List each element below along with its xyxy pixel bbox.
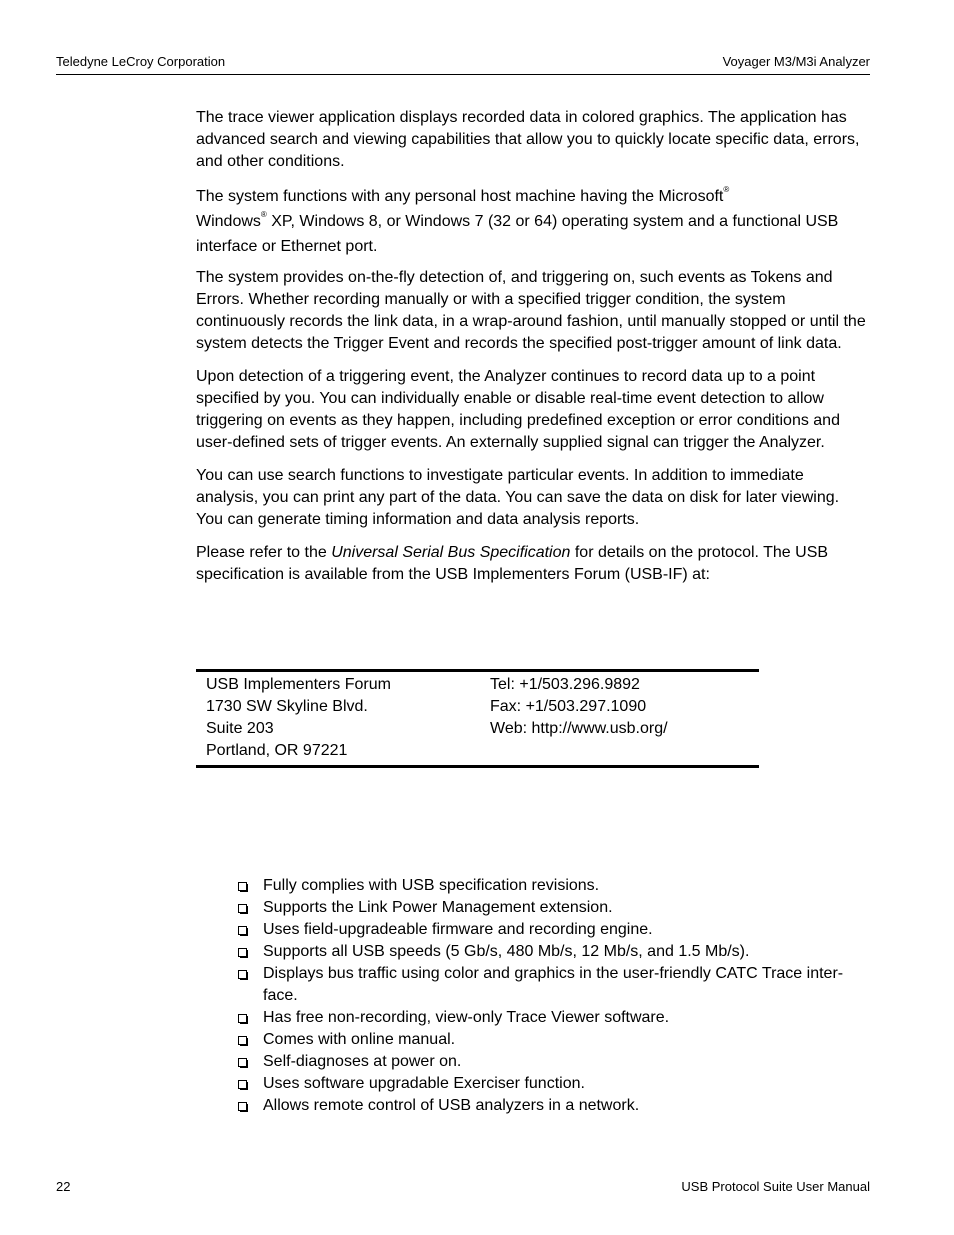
address-line: Suite 203 xyxy=(206,720,274,737)
feature-text: Supports the Link Power Management extension. xyxy=(263,899,613,916)
p2-part-a: The system functions with any personal host machine having the Microsoft xyxy=(196,188,724,205)
feature-text: Comes with online manual. xyxy=(263,1031,456,1048)
spec-title: Universal Serial Bus Specification xyxy=(331,544,571,561)
list-item xyxy=(236,897,876,919)
footer-manual-title: USB Protocol Suite User Manual xyxy=(681,1179,870,1194)
address-line: Portland, OR 97221 xyxy=(206,742,348,759)
paragraph-trigger-event: Upon detection of a triggering event, the Analyzer continues to record data up to a point specified by you. You can individually enable or disable real-time event detection to allow triggering on events as they happen, including predefined exception or error conditions and user-defined sets of trigger events. An externally supplied signal can trigger the Analyzer. xyxy=(196,368,840,451)
paragraph-system-requirements xyxy=(196,184,870,259)
body-text xyxy=(196,107,870,597)
checkbox-bullet-icon xyxy=(238,1102,247,1111)
feature-text: Allows remote control of USB analyzers in a network. xyxy=(263,1097,640,1114)
usb-if-contact-table xyxy=(196,669,759,768)
list-item xyxy=(236,1095,876,1117)
feature-text: Has free non-recording, view-only Trace Viewer software. xyxy=(263,1009,670,1026)
list-item xyxy=(236,919,876,941)
header-product: Voyager M3/M3i Analyzer xyxy=(722,54,870,69)
page-number: 22 xyxy=(56,1179,71,1194)
feature-text: Self-diagnoses at power on. xyxy=(263,1053,462,1070)
feature-text: Displays bus traffic using color and graphics in the user-friendly CATC Trace inter-face. xyxy=(263,965,844,1004)
checkbox-bullet-icon xyxy=(238,926,247,935)
list-item xyxy=(236,963,876,1007)
checkbox-bullet-icon xyxy=(238,948,247,957)
page-footer xyxy=(56,1177,870,1197)
list-item xyxy=(236,1029,876,1051)
list-item xyxy=(236,941,876,963)
feature-text: Supports all USB speeds (5 Gb/s, 480 Mb/s, 12 Mb/s, and 1.5 Mb/s). xyxy=(263,943,750,960)
p6-part-b: for details on the protocol. The USB specification is available from the USB Implementers Forum (USB-IF) at: xyxy=(196,544,829,583)
web-line: Web: http://www.usb.org/ xyxy=(490,720,668,737)
registered-mark: ® xyxy=(260,210,267,219)
list-item xyxy=(236,1051,876,1073)
phone-line: Tel: +1/503.296.9892 xyxy=(490,676,640,693)
paragraph-trace-viewer: The trace viewer application displays recorded data in colored graphics. The application has advanced search and viewing capabilities that allow you to quickly locate specific data, errors, and other conditions. xyxy=(196,109,860,170)
list-item xyxy=(236,1073,876,1095)
p2-part-b: Windows xyxy=(196,213,261,230)
checkbox-bullet-icon xyxy=(238,1014,247,1023)
contact-address xyxy=(206,674,391,762)
checkbox-bullet-icon xyxy=(238,904,247,913)
paragraph-trigger-detection: The system provides on-the-fly detection of, and triggering on, such events as Tokens and Errors. Whether recording manually or with a specified trigger condition, the system continuously records the link data, in a wrap-around fashion, until manually stopped or until the system detects the Trigger Event and records the specified post-trigger amount of link data. xyxy=(196,269,866,352)
feature-text: Uses software upgradable Exerciser function. xyxy=(263,1075,585,1092)
checkbox-bullet-icon xyxy=(238,882,247,891)
page-header xyxy=(56,52,870,75)
address-line: USB Implementers Forum xyxy=(206,676,391,693)
list-item xyxy=(236,1007,876,1029)
paragraph-search-functions: You can use search functions to investigate particular events. In addition to immediate analysis, you can print any part of the data. You can save the data on disk for later viewing. You can generate timing information and data analysis reports. xyxy=(196,467,840,528)
feature-text: Uses field-upgradeable firmware and recording engine. xyxy=(263,921,653,938)
address-line: 1730 SW Skyline Blvd. xyxy=(206,698,368,715)
list-item xyxy=(236,875,876,897)
feature-text: Fully complies with USB specification revisions. xyxy=(263,877,600,894)
contact-phone-web xyxy=(490,674,668,740)
fax-line: Fax: +1/503.297.1090 xyxy=(490,698,647,715)
feature-list xyxy=(236,875,876,1117)
p2-part-c: XP, Windows 8, or Windows 7 (32 or 64) operating system and a functional USB interface or Ethernet port. xyxy=(196,213,839,255)
registered-mark: ® xyxy=(723,185,730,194)
checkbox-bullet-icon xyxy=(238,1036,247,1045)
p6-part-a: Please refer to the xyxy=(196,544,332,561)
checkbox-bullet-icon xyxy=(238,1080,247,1089)
paragraph-usb-specification xyxy=(196,542,870,586)
header-company: Teledyne LeCroy Corporation xyxy=(56,54,226,69)
checkbox-bullet-icon xyxy=(238,970,247,979)
checkbox-bullet-icon xyxy=(238,1058,247,1067)
